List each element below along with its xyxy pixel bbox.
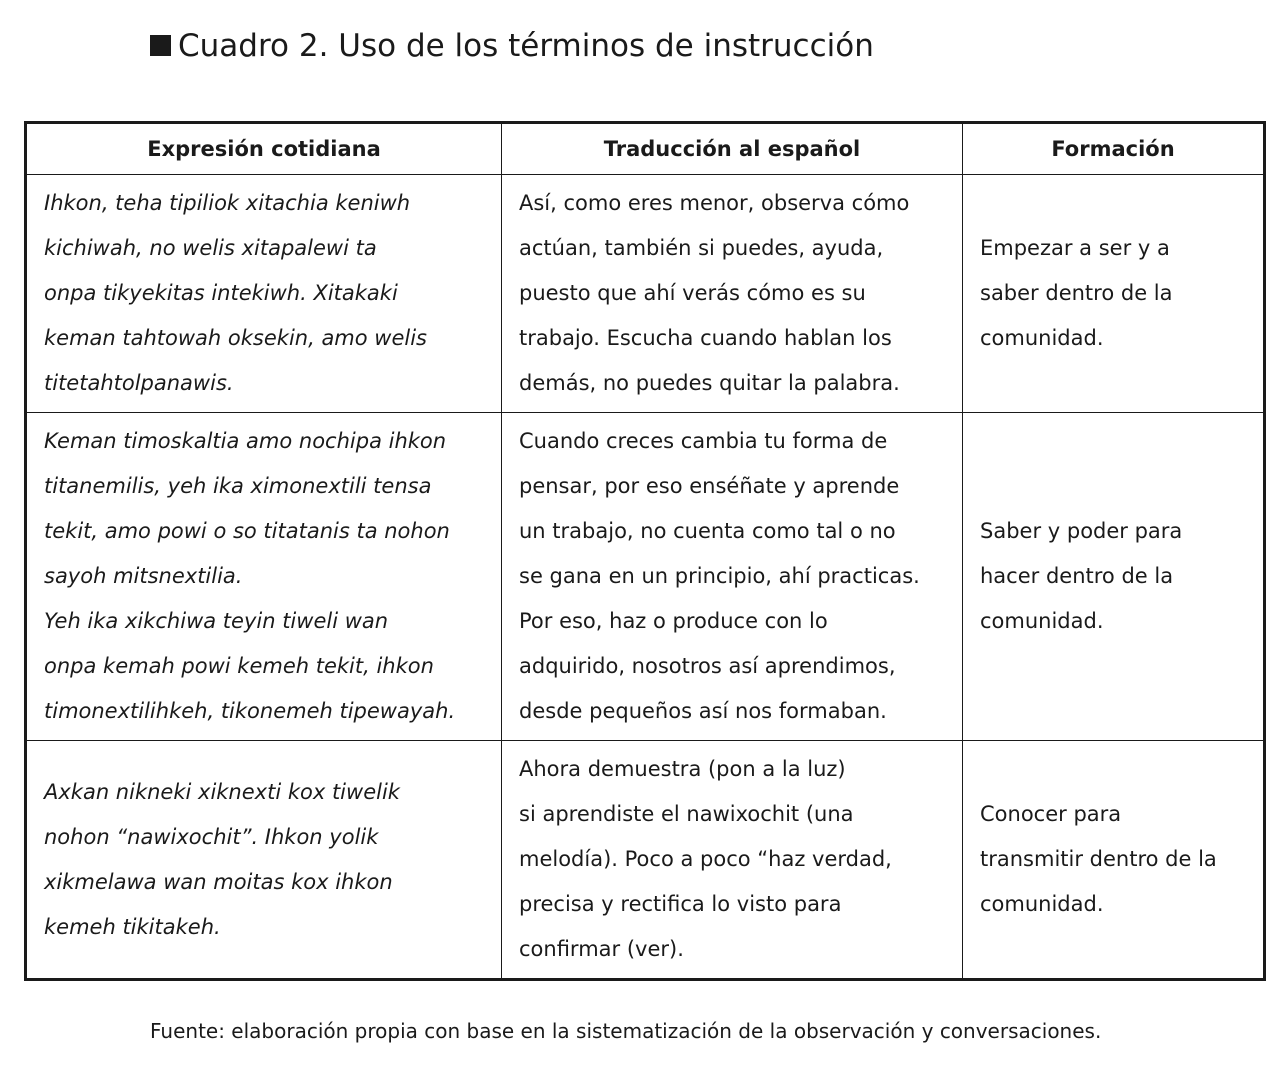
- text-line: Saber y poder para: [980, 519, 1183, 543]
- text-line: precisa y rectifica lo visto para: [519, 892, 842, 916]
- text-line: se gana en un principio, ahí practicas.: [519, 564, 920, 588]
- text-line: comunidad.: [980, 609, 1104, 633]
- text-line: actúan, también si puedes, ayuda,: [519, 236, 884, 260]
- text-line: nohon “nawixochit”. Ihkon yolik: [44, 824, 379, 849]
- text-line: onpa tikyekitas intekiwh. Xitakaki: [44, 281, 398, 305]
- table-caption: [150, 26, 874, 66]
- text-line: titetahtolpanawis.: [44, 371, 234, 395]
- text-line: puesto que ahí verás cómo es su: [519, 281, 866, 305]
- text-line: kichiwah, no welis xitapalewi ta: [44, 236, 377, 260]
- cell-expresion: [26, 741, 502, 980]
- text-line: Empezar a ser y a: [980, 236, 1170, 260]
- header-expresion: Expresión cotidiana: [26, 123, 502, 175]
- instruction-terms-table: [24, 121, 1266, 981]
- table-row: [26, 413, 1265, 741]
- text-line: adquirido, nosotros así aprendimos,: [519, 654, 896, 678]
- text-line: keman tahtowah oksekin, amo welis: [44, 326, 427, 350]
- text-line: Yeh ika xikchiwa teyin tiweli wan: [44, 609, 389, 633]
- cell-expresion: [26, 413, 502, 741]
- text-line: Ihkon, teha tipiliok xitachia keniwh: [44, 191, 411, 215]
- text-line: onpa kemah powi kemeh tekit, ihkon: [44, 654, 434, 678]
- text-line: xikmelawa wan moitas kox ihkon: [44, 869, 393, 894]
- text-line: un trabajo, no cuenta como tal o no: [519, 519, 896, 543]
- text-line: comunidad.: [980, 892, 1104, 916]
- table-row: [26, 741, 1265, 980]
- caption-text: Cuadro 2. Uso de los términos de instrucción: [178, 28, 874, 64]
- text-line: titanemilis, yeh ika ximonextili tensa: [44, 474, 432, 498]
- text-line: confirmar (ver).: [519, 937, 684, 961]
- text-line: timonextilihkeh, tikonemeh tipewayah.: [44, 699, 456, 723]
- text-line: demás, no puedes quitar la palabra.: [519, 371, 900, 395]
- text-line: Axkan nikneki xiknexti kox tiwelik: [44, 779, 400, 804]
- text-line: sayoh mitsnextilia.: [44, 564, 243, 588]
- text-line: Así, como eres menor, observa cómo: [519, 191, 910, 215]
- text-line: comunidad.: [980, 326, 1104, 350]
- text-line: melodía). Poco a poco “haz verdad,: [519, 847, 892, 871]
- square-bullet-icon: [150, 35, 171, 56]
- text-line: si aprendiste el nawixochit (una: [519, 802, 854, 826]
- cell-traduccion: [502, 741, 963, 980]
- cell-expresion: [26, 175, 502, 413]
- text-line: Cuando creces cambia tu forma de: [519, 429, 888, 453]
- header-formacion: Formación: [963, 123, 1265, 175]
- cell-formacion: [963, 175, 1265, 413]
- table-header-row: [26, 123, 1265, 175]
- text-line: trabajo. Escucha cuando hablan los: [519, 326, 892, 350]
- text-line: tekit, amo powi o so titatanis ta nohon: [44, 519, 450, 543]
- text-line: pensar, por eso enséñate y aprende: [519, 474, 900, 498]
- text-line: Por eso, haz o produce con lo: [519, 609, 828, 633]
- text-line: Keman timoskaltia amo nochipa ihkon: [44, 429, 447, 453]
- source-note: Fuente: elaboración propia con base en la sistematización de la observación y conversaciones.: [150, 1019, 1102, 1043]
- text-line: kemeh tikitakeh.: [44, 914, 221, 939]
- cell-traduccion: [502, 413, 963, 741]
- header-traduccion: Traducción al español: [502, 123, 963, 175]
- text-line: hacer dentro de la: [980, 564, 1174, 588]
- text-line: desde pequeños así nos formaban.: [519, 699, 887, 723]
- text-line: Conocer para: [980, 802, 1122, 826]
- cell-formacion: [963, 413, 1265, 741]
- text-line: transmitir dentro de la: [980, 847, 1217, 871]
- text-line: Ahora demuestra (pon a la luz): [519, 757, 846, 781]
- text-line: saber dentro de la: [980, 281, 1173, 305]
- cell-formacion: [963, 741, 1265, 980]
- table-row: [26, 175, 1265, 413]
- cell-traduccion: [502, 175, 963, 413]
